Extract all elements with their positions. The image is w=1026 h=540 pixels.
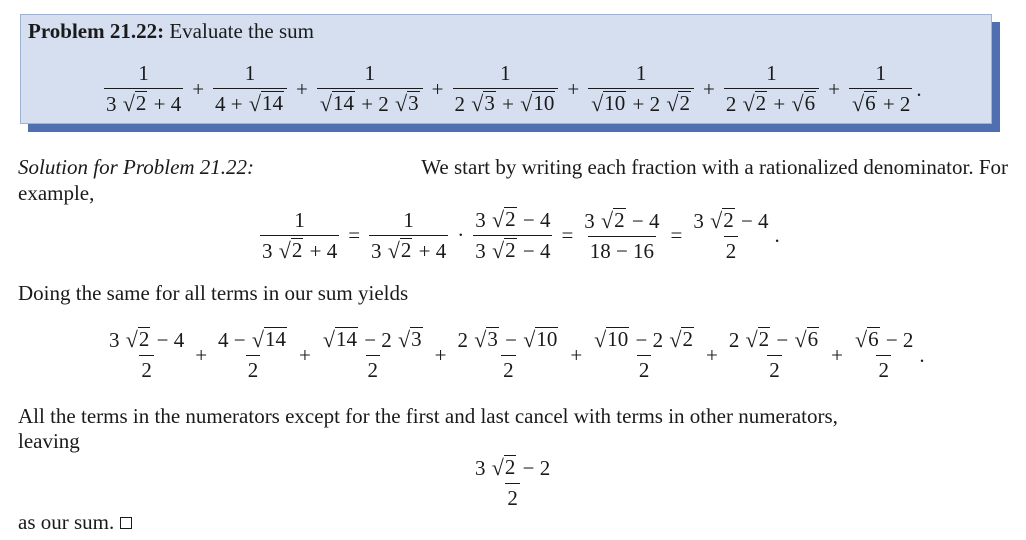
period-punctuation: . xyxy=(774,223,780,248)
math-text: + 2 xyxy=(355,92,395,117)
fraction xyxy=(727,327,822,383)
fraction-denominator xyxy=(724,88,819,117)
fraction xyxy=(104,61,183,117)
radical-sign-icon: √ xyxy=(474,327,487,353)
radical-sign-icon: √ xyxy=(520,91,533,117)
math-text: + xyxy=(496,92,520,117)
math-text: 2 xyxy=(725,238,737,263)
math-text: 2 xyxy=(457,328,474,353)
radicand: 3 xyxy=(487,327,498,351)
math-text: 3 xyxy=(475,456,491,481)
radicand: 2 xyxy=(400,237,412,262)
fraction xyxy=(320,327,426,383)
fraction-denominator xyxy=(505,483,520,511)
radicand: 2 xyxy=(614,207,625,232)
radical-sign-icon: √ xyxy=(491,455,504,481)
math-text: − 4 xyxy=(517,239,551,264)
fraction xyxy=(473,455,552,511)
problem-number: Problem 21.22: xyxy=(28,19,165,43)
fraction xyxy=(473,207,552,264)
radical-sign-icon: √ xyxy=(666,91,679,117)
radical-sign-icon: √ xyxy=(278,237,291,263)
radical-sign-icon: √ xyxy=(492,238,505,264)
radical-sign-icon: √ xyxy=(791,91,804,117)
math-text: + 4 xyxy=(148,92,182,117)
radicand: 2 xyxy=(505,238,516,263)
fraction xyxy=(369,208,448,264)
fraction-numerator xyxy=(292,208,307,235)
fraction-numerator xyxy=(634,61,649,88)
square-root xyxy=(279,238,304,262)
radicand: 6 xyxy=(807,327,819,351)
radicand: 14 xyxy=(262,91,283,115)
period-punctuation: . xyxy=(919,342,925,367)
fraction xyxy=(456,327,562,383)
fraction-numerator xyxy=(363,61,378,88)
radicand: 2 xyxy=(291,237,303,262)
square-root xyxy=(492,207,517,231)
radicand: 6 xyxy=(804,91,816,115)
fraction xyxy=(588,61,694,117)
square-root xyxy=(492,455,517,479)
fraction-denominator xyxy=(849,88,912,117)
radicand: 14 xyxy=(332,91,354,115)
radical-sign-icon: √ xyxy=(710,207,723,233)
math-text: 1 xyxy=(364,61,375,85)
result-fraction xyxy=(470,455,555,511)
fraction-denominator xyxy=(588,88,694,117)
fraction-denominator xyxy=(139,355,154,383)
math-text: 3 xyxy=(371,238,387,263)
radical-sign-icon: √ xyxy=(248,91,261,117)
math-operator: + xyxy=(567,76,580,101)
radicand: 3 xyxy=(408,91,419,115)
radical-sign-icon: √ xyxy=(322,327,335,353)
math-text: 2 xyxy=(247,358,259,383)
math-text: 1 xyxy=(500,61,511,85)
radicand: 2 xyxy=(682,327,693,351)
math-text: − 4 xyxy=(517,208,551,233)
fraction-numerator xyxy=(216,327,290,355)
fraction-denominator xyxy=(260,235,339,264)
fraction-denominator xyxy=(588,236,656,264)
fraction-numerator xyxy=(498,61,513,88)
radical-sign-icon: √ xyxy=(854,327,868,353)
fraction-denominator xyxy=(213,88,287,117)
square-root xyxy=(710,208,735,232)
fraction-numerator xyxy=(473,207,552,235)
math-operator: + xyxy=(570,342,583,367)
square-root xyxy=(792,91,817,115)
square-root xyxy=(795,327,820,351)
math-text: + 2 xyxy=(877,92,911,117)
square-root xyxy=(320,91,355,115)
fraction-numerator xyxy=(852,327,915,355)
math-text: 1 xyxy=(875,61,886,85)
radicand: 10 xyxy=(607,327,629,351)
fraction xyxy=(107,327,186,383)
radical-sign-icon: √ xyxy=(601,207,614,233)
fraction-denominator xyxy=(366,355,381,383)
radical-sign-icon: √ xyxy=(742,91,755,117)
math-text: + 4 xyxy=(304,238,338,263)
math-text: 2 xyxy=(503,358,514,383)
math-operator: + xyxy=(299,342,311,367)
fraction-numerator xyxy=(107,327,186,355)
radical-sign-icon: √ xyxy=(395,91,408,117)
math-text: 3 xyxy=(475,208,491,233)
problem-prompt: Evaluate the sum xyxy=(169,19,314,43)
math-text: 2 xyxy=(141,358,152,383)
math-text: 3 xyxy=(475,239,491,264)
radical-sign-icon: √ xyxy=(591,91,604,117)
radicand: 2 xyxy=(755,91,767,115)
square-root xyxy=(126,327,151,351)
fraction-denominator xyxy=(453,88,559,117)
example-equation xyxy=(257,207,780,264)
fraction-numerator xyxy=(873,61,888,88)
fraction xyxy=(591,327,697,383)
radicand: 3 xyxy=(411,327,422,351)
math-operator: + xyxy=(828,76,840,101)
square-root xyxy=(323,327,358,351)
fraction xyxy=(317,61,423,117)
solution-intro xyxy=(18,155,1008,179)
radicand: 2 xyxy=(138,327,150,351)
square-root xyxy=(123,91,148,115)
fraction-denominator xyxy=(724,236,739,264)
math-text: 3 xyxy=(584,208,601,233)
fraction-numerator xyxy=(243,61,258,88)
radicand: 10 xyxy=(533,91,555,115)
problem-box xyxy=(20,14,992,124)
math-operator: · xyxy=(457,223,465,248)
fraction-numerator xyxy=(320,327,426,355)
math-text: + 2 xyxy=(627,92,666,117)
math-text: + xyxy=(768,92,791,117)
radical-sign-icon: √ xyxy=(251,327,264,353)
math-text: 18 − 16 xyxy=(589,238,655,263)
solution-label: Solution for Problem 21.22: xyxy=(18,155,255,179)
math-text: 1 xyxy=(766,61,777,85)
math-text: − 2 xyxy=(880,328,914,353)
math-text: 2 xyxy=(769,358,780,383)
radical-sign-icon: √ xyxy=(851,91,865,117)
radical-sign-icon: √ xyxy=(523,327,536,353)
fraction-numerator xyxy=(401,208,416,235)
radical-sign-icon: √ xyxy=(387,237,400,263)
radicand: 3 xyxy=(484,91,495,115)
fraction xyxy=(582,208,661,264)
radicand: 10 xyxy=(604,91,626,115)
fraction xyxy=(216,327,290,383)
fraction-numerator xyxy=(582,208,661,236)
problem-sum-expression xyxy=(101,61,922,117)
radical-sign-icon: √ xyxy=(594,327,607,353)
square-root xyxy=(523,327,558,351)
fraction xyxy=(691,208,770,264)
math-text: 2 xyxy=(454,92,471,117)
fraction xyxy=(213,61,287,117)
square-root xyxy=(398,327,423,351)
math-text: 2 xyxy=(725,92,742,117)
fraction-numerator xyxy=(136,61,151,88)
problem-heading xyxy=(28,19,314,44)
math-text: − xyxy=(771,328,794,353)
square-root xyxy=(601,208,626,232)
radical-sign-icon: √ xyxy=(125,327,138,353)
radical-sign-icon: √ xyxy=(319,91,332,117)
square-root xyxy=(249,91,284,115)
math-operator: + xyxy=(434,342,447,367)
fraction-numerator xyxy=(456,327,562,355)
square-root xyxy=(492,238,517,262)
math-operator: = xyxy=(561,223,574,248)
solution-intro-line2: example, xyxy=(18,181,95,205)
cancel-text-line1: All the terms in the numerators except for the first and last cancel with terms in other numerators, xyxy=(18,404,838,428)
period-punctuation: . xyxy=(916,76,922,101)
radicand: 2 xyxy=(504,455,516,479)
fraction xyxy=(724,61,819,117)
fraction xyxy=(852,327,915,383)
square-root xyxy=(743,91,768,115)
fraction-denominator xyxy=(637,355,652,383)
radical-sign-icon: √ xyxy=(745,327,758,353)
math-text: − 4 xyxy=(151,328,185,353)
radicand: 6 xyxy=(868,327,879,351)
fraction-denominator xyxy=(473,235,552,264)
square-root xyxy=(594,327,629,351)
radicand: 2 xyxy=(505,207,516,231)
math-text: 2 xyxy=(878,358,889,383)
math-operator: + xyxy=(702,76,715,101)
math-text: − 4 xyxy=(626,208,660,233)
square-root xyxy=(395,91,420,115)
square-root xyxy=(669,327,694,351)
radical-sign-icon: √ xyxy=(492,207,505,233)
math-text: − 2 xyxy=(517,456,551,481)
math-text: 4 − xyxy=(218,328,251,353)
math-text: − xyxy=(499,328,523,353)
square-root xyxy=(474,327,499,351)
square-root xyxy=(746,327,771,351)
square-root xyxy=(852,91,877,115)
radical-sign-icon: √ xyxy=(669,327,682,353)
doing-same-text: Doing the same for all terms in our sum yields xyxy=(18,281,409,305)
math-text: 1 xyxy=(244,61,256,85)
fraction-denominator xyxy=(104,88,183,117)
radicand: 6 xyxy=(865,91,876,115)
fraction-denominator xyxy=(501,355,516,383)
math-operator: + xyxy=(296,76,308,101)
radical-sign-icon: √ xyxy=(122,91,135,117)
square-root xyxy=(471,91,496,115)
math-operator: = xyxy=(348,223,361,248)
math-operator: = xyxy=(670,223,683,248)
math-text: 1 xyxy=(403,207,414,232)
fraction xyxy=(453,61,559,117)
math-text: 3 xyxy=(262,238,278,263)
radicand: 2 xyxy=(135,91,147,115)
math-text: 1 xyxy=(138,61,149,85)
math-operator: + xyxy=(195,342,208,367)
math-text: 3 xyxy=(109,328,125,353)
math-operator: + xyxy=(192,76,205,101)
fraction xyxy=(849,61,912,117)
math-text: 3 xyxy=(693,208,710,233)
square-root xyxy=(591,91,626,115)
fraction-numerator xyxy=(764,61,779,88)
math-text: − 2 xyxy=(358,328,398,353)
math-text: 1 xyxy=(294,207,305,232)
solution-intro-text: We start by writing each fraction with a rationalized denominator. For xyxy=(421,155,1008,179)
radicand: 2 xyxy=(723,207,734,232)
square-root xyxy=(855,327,880,351)
radical-sign-icon: √ xyxy=(471,91,484,117)
radicand: 2 xyxy=(679,91,690,115)
fraction xyxy=(260,208,339,264)
fraction-numerator xyxy=(591,327,697,355)
math-text: − 4 xyxy=(735,208,769,233)
math-text: 2 xyxy=(728,328,745,353)
math-text: 1 xyxy=(635,61,647,85)
math-operator: + xyxy=(431,76,444,101)
radicand: 14 xyxy=(265,327,286,351)
radical-sign-icon: √ xyxy=(398,327,411,353)
math-operator: + xyxy=(831,342,843,367)
math-text: 4 + xyxy=(215,92,248,117)
radicand: 10 xyxy=(536,327,558,351)
math-operator: + xyxy=(705,342,718,367)
closing-sentence: as our sum. xyxy=(18,510,115,534)
fraction-numerator xyxy=(691,208,770,236)
square-root xyxy=(252,327,287,351)
square-root xyxy=(388,238,413,262)
radicand: 2 xyxy=(758,327,770,351)
math-text: 3 xyxy=(106,92,122,117)
closing-text xyxy=(18,510,132,534)
fraction-denominator xyxy=(767,355,782,383)
math-text: 2 xyxy=(507,486,518,511)
cancel-text-line2: leaving xyxy=(18,429,80,453)
fraction-denominator xyxy=(246,355,261,383)
square-root xyxy=(520,91,555,115)
radicand: 14 xyxy=(335,327,357,351)
math-text: 2 xyxy=(367,358,378,383)
fraction-denominator xyxy=(317,88,423,117)
radical-sign-icon: √ xyxy=(794,327,807,353)
math-text: + 4 xyxy=(413,238,447,263)
math-text: 2 xyxy=(638,358,650,383)
fraction-numerator xyxy=(473,455,552,483)
rationalized-sum-expression xyxy=(104,327,925,383)
math-text: − 2 xyxy=(630,328,669,353)
fraction-numerator xyxy=(727,327,822,355)
fraction-denominator xyxy=(876,355,891,383)
fraction-denominator xyxy=(369,235,448,264)
square-root xyxy=(666,91,691,115)
qed-square-icon xyxy=(120,517,132,529)
